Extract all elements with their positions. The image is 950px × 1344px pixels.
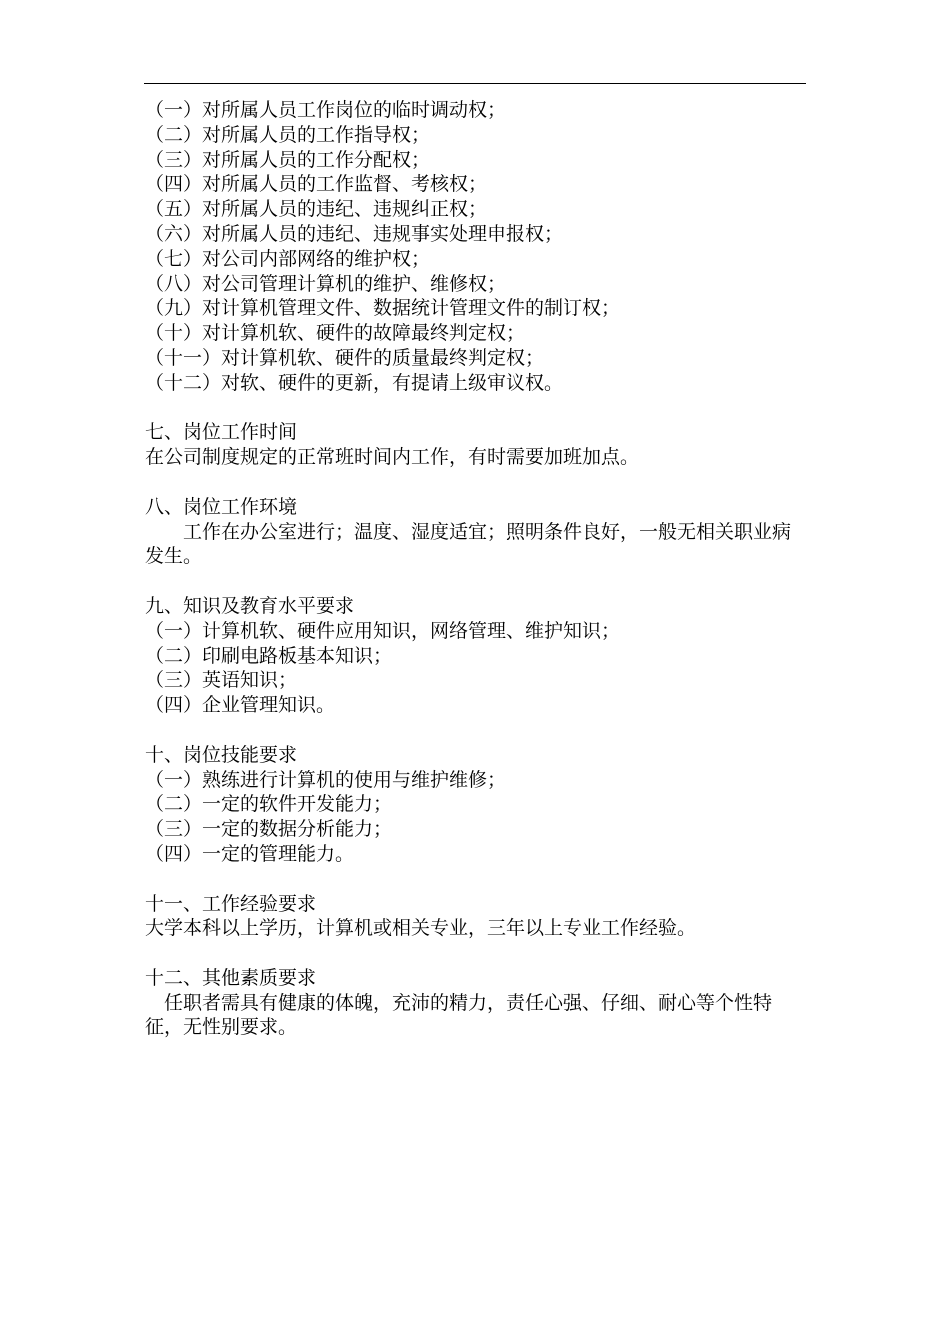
list-item: （二）一定的软件开发能力； bbox=[145, 793, 393, 816]
list-item: （四）一定的管理能力。 bbox=[145, 842, 355, 865]
list-item: （一）对所属人员工作岗位的临时调动权； bbox=[145, 99, 507, 121]
list-item: （三）英语知识； bbox=[145, 669, 298, 692]
list-item: （三）对所属人员的工作分配权； bbox=[145, 148, 431, 171]
list-item: （九）对计算机管理文件、数据统计管理文件的制订权； bbox=[145, 297, 621, 320]
section-heading: 十、岗位技能要求 bbox=[145, 743, 298, 766]
section-heading: 七、岗位工作时间 bbox=[145, 421, 298, 444]
list-item: （七）对公司内部网络的维护权； bbox=[145, 247, 431, 270]
list-item: （二）对所属人员的工作指导权； bbox=[145, 123, 431, 146]
section-experience bbox=[145, 892, 813, 942]
section-other-qualities bbox=[145, 966, 813, 1040]
section-body: 在公司制度规定的正常班时间内工作，有时需要加班加点。 bbox=[145, 446, 640, 469]
list-item: （八）对公司管理计算机的维护、维修权； bbox=[145, 272, 507, 295]
section-work-hours bbox=[145, 420, 813, 470]
list-item: （十二）对软、硬件的更新，有提请上级审议权。 bbox=[145, 371, 564, 394]
section-skills bbox=[145, 743, 813, 867]
section-heading: 九、知识及教育水平要求 bbox=[145, 594, 355, 617]
header-rule bbox=[144, 83, 806, 84]
list-item: （四）企业管理知识。 bbox=[145, 694, 336, 717]
list-item: （五）对所属人员的违纪、违规纠正权； bbox=[145, 198, 488, 221]
section-heading: 八、岗位工作环境 bbox=[145, 495, 298, 518]
list-item: （六）对所属人员的违纪、违规事实处理申报权； bbox=[145, 222, 564, 245]
list-item: （十一）对计算机软、硬件的质量最终判定权； bbox=[145, 346, 545, 369]
list-item: （一）计算机软、硬件应用知识，网络管理、维护知识； bbox=[145, 619, 621, 642]
section-heading: 十二、其他素质要求 bbox=[145, 966, 317, 989]
section-heading: 十一、工作经验要求 bbox=[145, 892, 317, 915]
list-item: （十）对计算机软、硬件的故障最终判定权； bbox=[145, 322, 526, 345]
section-body: 工作在办公室进行；温度、湿度适宜；照明条件良好，一般无相关职业病发生。 bbox=[145, 520, 792, 568]
list-item: （一）熟练进行计算机的使用与维护维修； bbox=[145, 768, 507, 791]
list-item: （三）一定的数据分析能力； bbox=[145, 818, 393, 841]
section-body: 大学本科以上学历，计算机或相关专业，三年以上专业工作经验。 bbox=[145, 917, 697, 940]
section-body: 任职者需具有健康的体魄，充沛的精力，责任心强、仔细、耐心等个性特征，无性别要求。 bbox=[145, 991, 773, 1039]
rights-list bbox=[145, 98, 813, 396]
document-body bbox=[145, 98, 813, 1040]
list-item: （二）印刷电路板基本知识； bbox=[145, 644, 393, 667]
list-item: （四）对所属人员的工作监督、考核权； bbox=[145, 173, 488, 196]
section-knowledge bbox=[145, 594, 813, 718]
section-work-environment bbox=[145, 495, 813, 569]
